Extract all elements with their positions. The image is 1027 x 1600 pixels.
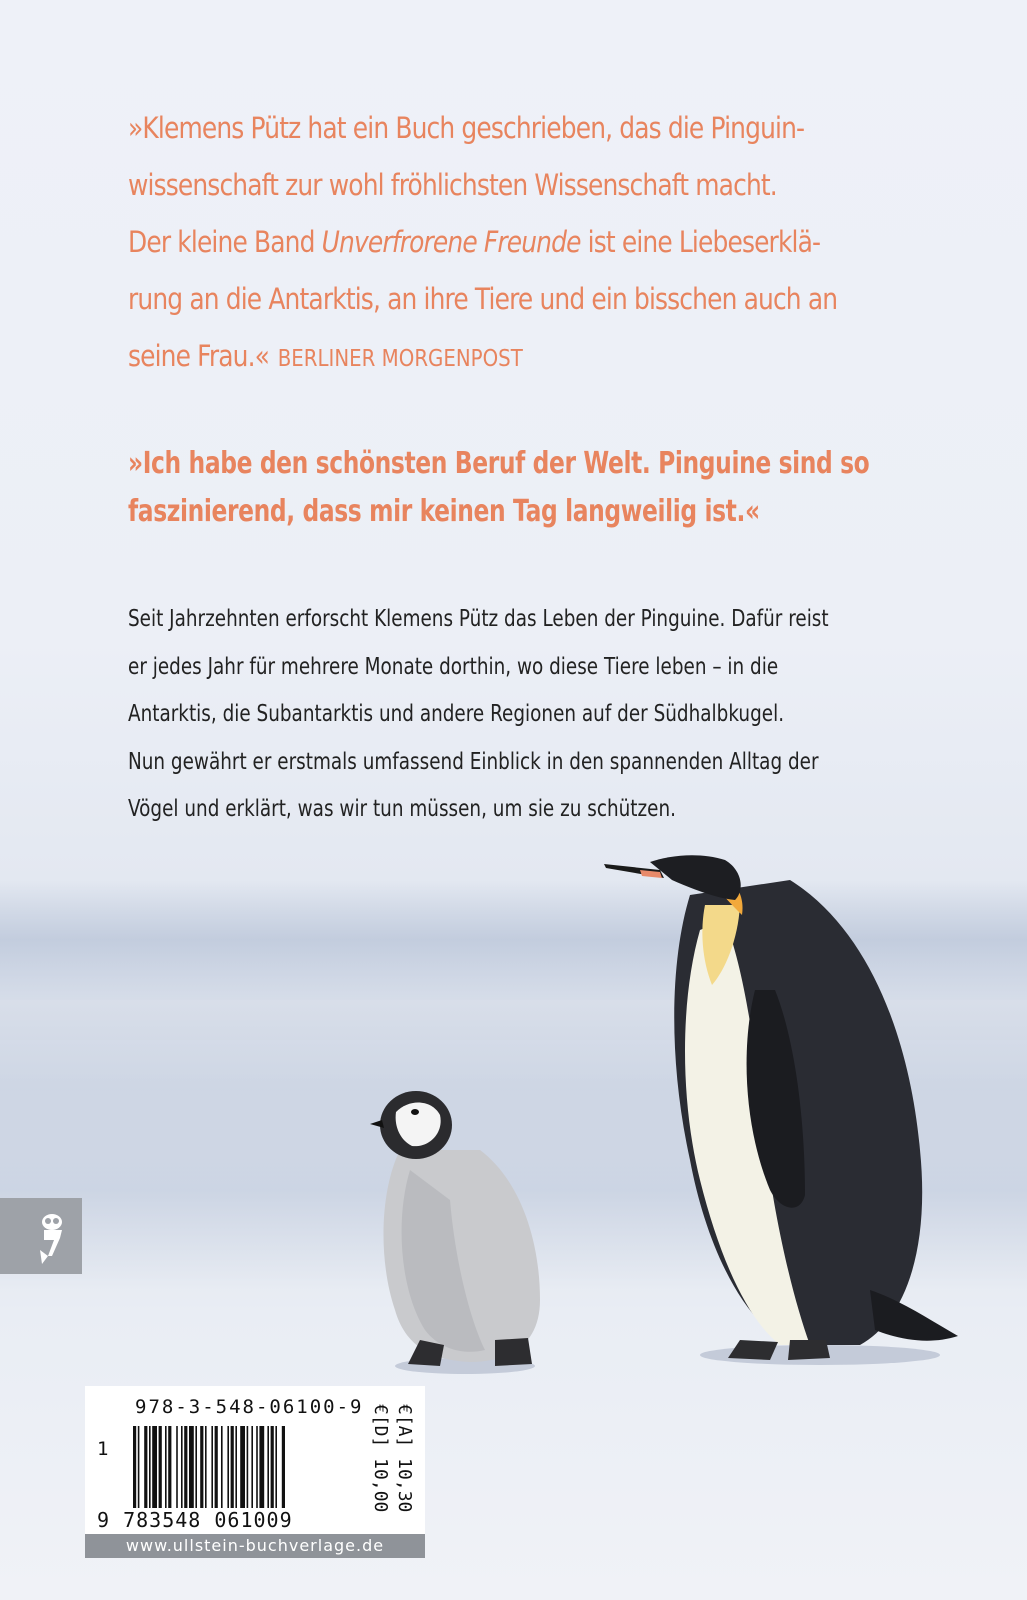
- description-line: Nun gewährt er erstmals umfassend Einblick in den spannenden Alltag der: [128, 748, 819, 775]
- review-quote-text: seine Frau.«: [128, 339, 270, 373]
- book-title: Unverfrorene Freunde: [321, 225, 581, 259]
- author-quote-line: faszinierend, dass mir keinen Tag langweilig ist.«: [128, 494, 760, 529]
- review-quote-text: ist eine Liebeserklä-: [580, 225, 821, 259]
- adult-emperor-penguin: [604, 855, 958, 1360]
- price-austria: €[A] 10,30: [394, 1404, 415, 1513]
- publisher-logo: [0, 1198, 82, 1274]
- description-line: Seit Jahrzehnten erforscht Klemens Pütz das Leben der Pinguine. Dafür reist: [128, 606, 829, 632]
- owl-icon: [0, 1198, 82, 1274]
- description-line: Antarktis, die Subantarktis und andere Regionen auf der Südhalbkugel.: [128, 701, 785, 727]
- review-quote-text: Der kleine Band: [128, 225, 322, 259]
- author-quote-line: »Ich habe den schönsten Beruf der Welt. Pinguine sind so: [128, 446, 870, 481]
- review-quote-line: »Klemens Pütz hat ein Buch geschrieben, das die Pinguin-: [128, 111, 805, 145]
- description-line: er jedes Jahr für mehrere Monate dorthin, wo diese Tiere leben – in die: [128, 653, 779, 680]
- description-line: Vögel und erklärt, was wir tun müssen, um sie zu schützen.: [128, 796, 676, 822]
- penguin-chick: [370, 1091, 540, 1366]
- isbn-text: 978-3-548-06100-9: [135, 1396, 364, 1418]
- barcode-bars: [133, 1426, 353, 1508]
- ean-digits: 9 783548 061009: [97, 1508, 293, 1532]
- review-quote-line: rung an die Antarktis, an ihre Tiere und ein bisschen auch an: [128, 282, 838, 316]
- review-quote-line: wissenschaft zur wohl fröhlichsten Wissenschaft macht.: [128, 168, 777, 202]
- barcode-panel: [85, 1386, 425, 1558]
- isbn-leading-digit: 1: [97, 1438, 109, 1460]
- publisher-url: www.ullstein-buchverlage.de: [85, 1534, 425, 1558]
- price-germany: €[D] 10,00: [370, 1404, 391, 1513]
- review-source: BERLINER MORGENPOST: [277, 346, 523, 372]
